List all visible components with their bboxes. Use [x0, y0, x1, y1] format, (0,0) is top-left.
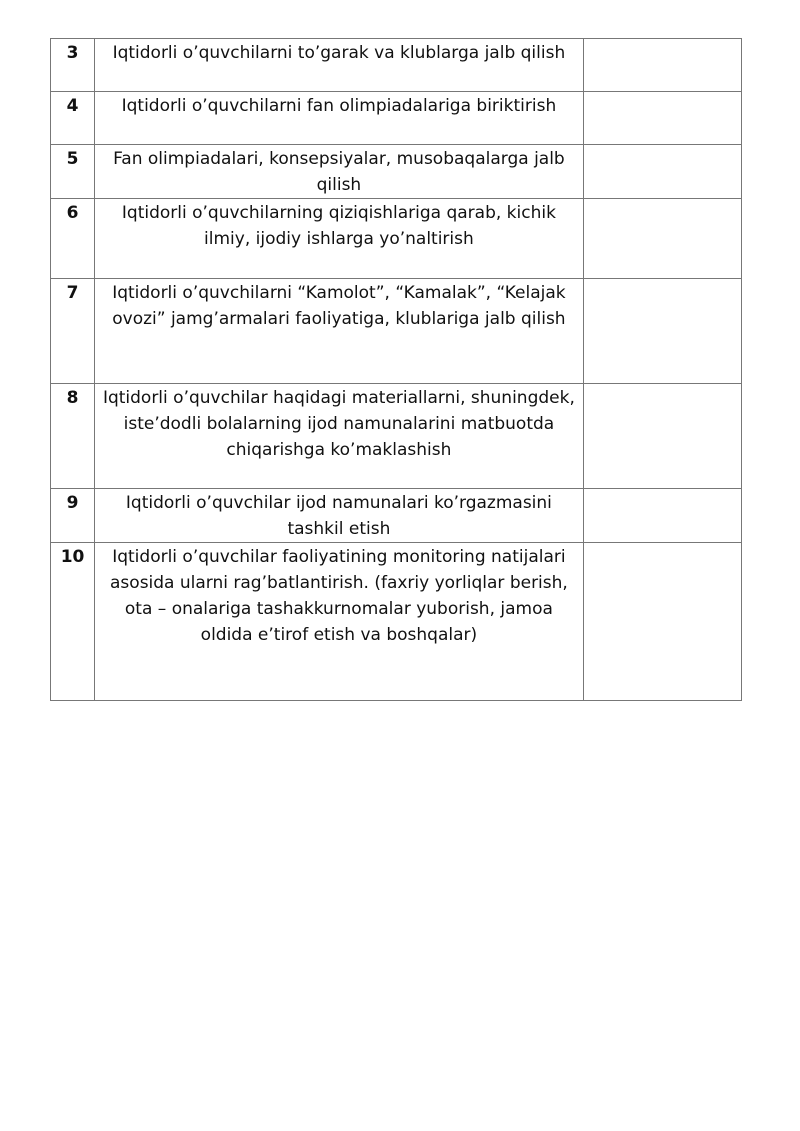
table-row	[51, 543, 742, 701]
row-number: 3	[51, 39, 95, 92]
row-blank-cell	[583, 489, 741, 543]
row-description: Iqtidorli o’quvchilar haqidagi materiallarni, shuningdek, iste’dodli bolalarning ijod namunalarini matbuotda chiqarishga ko’maklashish	[95, 384, 584, 489]
row-number: 10	[51, 543, 95, 701]
row-blank-cell	[583, 92, 741, 145]
row-blank-cell	[583, 384, 741, 489]
row-blank-cell	[583, 543, 741, 701]
row-description: Iqtidorli o’quvchilarning qiziqishlariga qarab, kichik ilmiy, ijodiy ishlarga yo’naltirish	[95, 199, 584, 279]
row-blank-cell	[583, 199, 741, 279]
row-number: 8	[51, 384, 95, 489]
row-description: Iqtidorli o’quvchilarni to’garak va klublarga jalb qilish	[95, 39, 584, 92]
table-row	[51, 39, 742, 92]
table-row	[51, 145, 742, 199]
table-row	[51, 384, 742, 489]
row-blank-cell	[583, 39, 741, 92]
table-row	[51, 199, 742, 279]
row-blank-cell	[583, 145, 741, 199]
table-row	[51, 279, 742, 384]
row-number: 7	[51, 279, 95, 384]
row-number: 4	[51, 92, 95, 145]
table-row	[51, 489, 742, 543]
row-number: 6	[51, 199, 95, 279]
row-description: Iqtidorli o’quvchilarni “Kamolot”, “Kamalak”, “Kelajak ovozi” jamg’armalari faoliyatiga, klublariga jalb qilish	[95, 279, 584, 384]
row-description: Iqtidorli o’quvchilar ijod namunalari ko’rgazmasini tashkil etish	[95, 489, 584, 543]
row-blank-cell	[583, 279, 741, 384]
row-number: 9	[51, 489, 95, 543]
row-description: Fan olimpiadalari, konsepsiyalar, musobaqalarga jalb qilish	[95, 145, 584, 199]
plan-table	[50, 38, 742, 701]
row-number: 5	[51, 145, 95, 199]
row-description: Iqtidorli o’quvchilarni fan olimpiadalariga biriktirish	[95, 92, 584, 145]
table-row	[51, 92, 742, 145]
row-description: Iqtidorli o’quvchilar faoliyatining monitoring natijalari asosida ularni rag’batlantirish. (faxriy yorliqlar berish, ota – onalariga tashakkurnomalar yuborish, jamoa oldida e’tirof etish va boshqalar)	[95, 543, 584, 701]
